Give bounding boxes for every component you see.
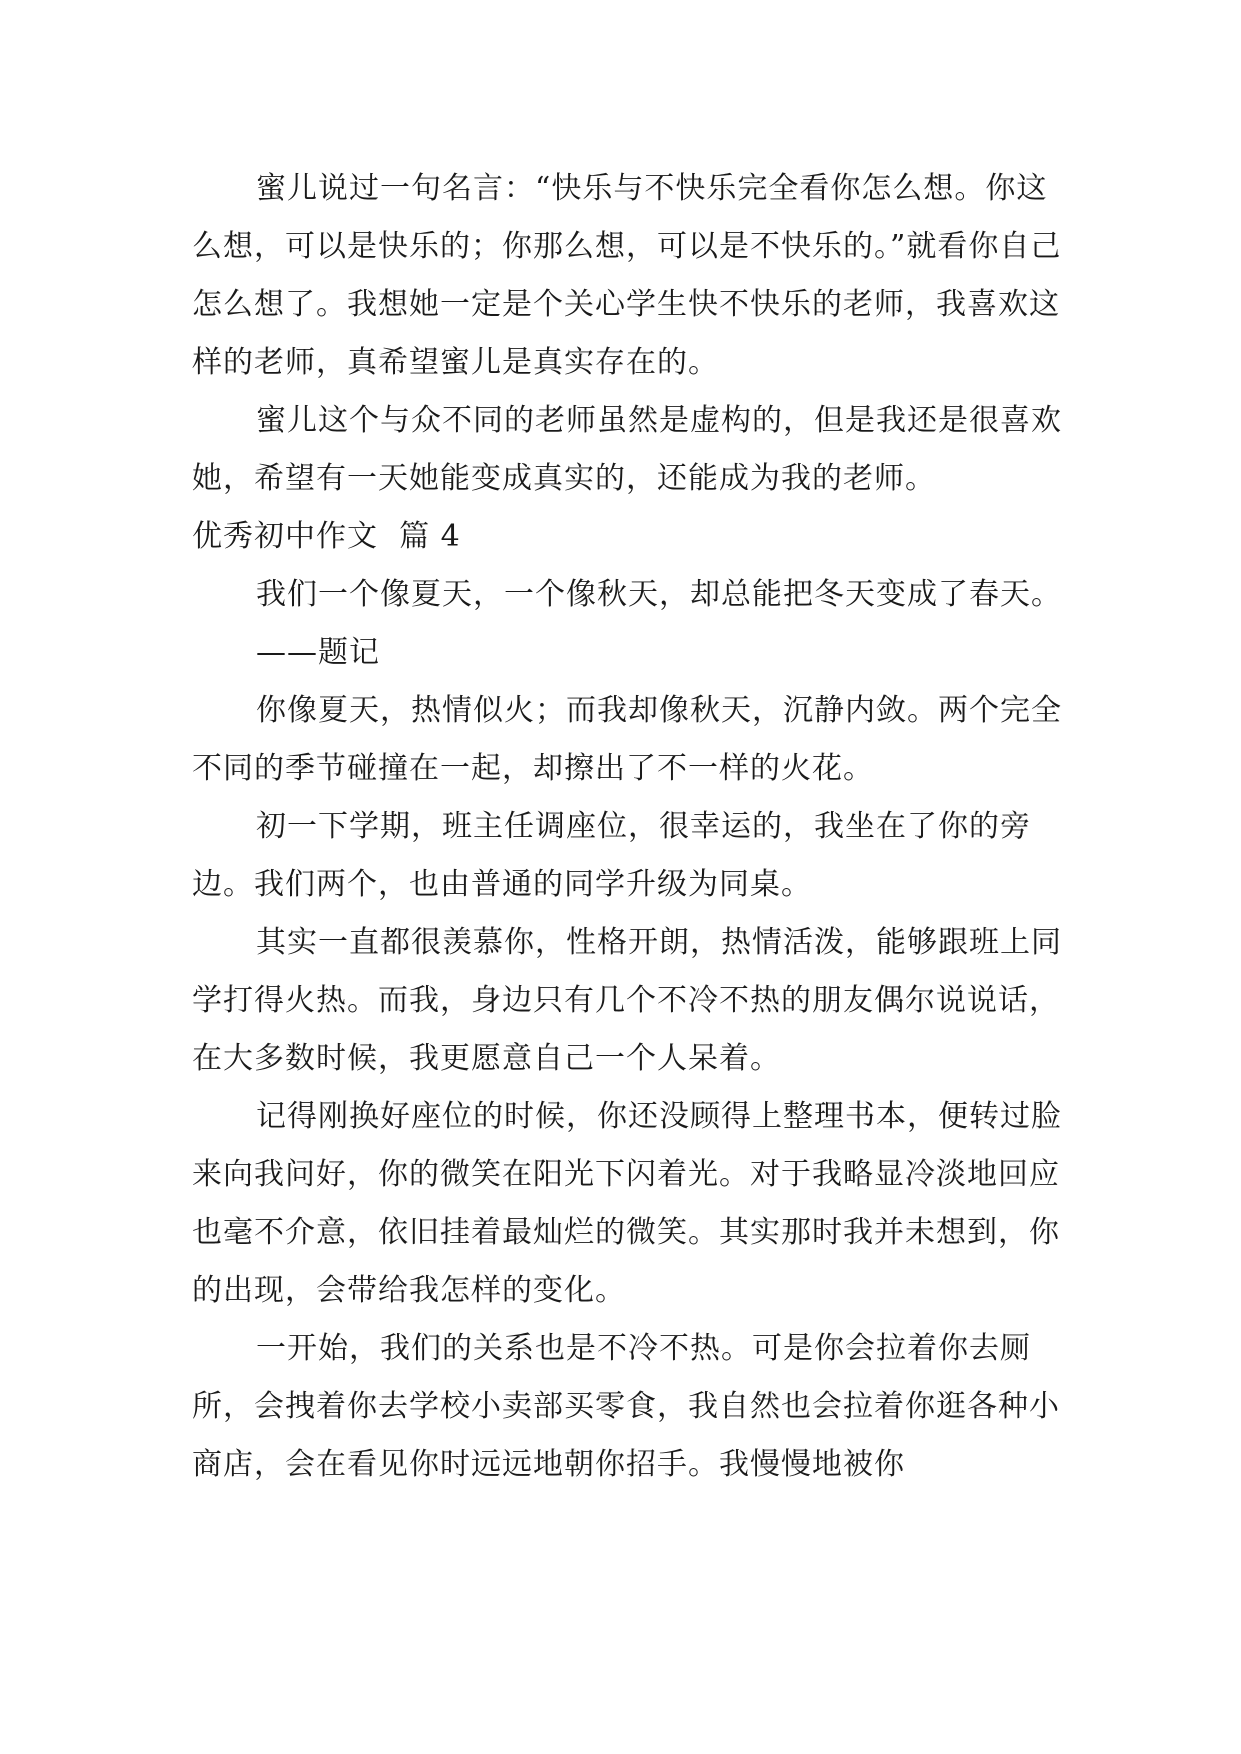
paragraph-seasons: 你像夏天，热情似火；而我却像秋天，沉静内敛。两个完全不同的季节碰撞在一起，却擦出了不一样的火花。: [192, 693, 1062, 786]
document-body: [192, 160, 1062, 1494]
paragraph-friendship: 一开始，我们的关系也是不冷不热。可是你会拉着你去厕所，会拽着你去学校小卖部买零食，我自然也会拉着你逛各种小商店，会在看见你时远远地朝你招手。我慢慢地被你: [192, 1331, 1060, 1482]
essay-heading: 优秀初中作文 篇 4: [192, 519, 461, 554]
paragraph-wish: 蜜儿这个与众不同的老师虽然是虚构的，但是我还是很喜欢她，希望有一天她能变成真实的，还能成为我的老师。: [192, 403, 1062, 496]
paragraph-epigraph: 我们一个像夏天，一个像秋天，却总能把冬天变成了春天。: [256, 577, 1062, 612]
paragraph-quote: 蜜儿说过一句名言：“快乐与不快乐完全看你怎么想。你这么想，可以是快乐的；你那么想，可以是不快乐的。”就看你自己怎么想了。我想她一定是个关心学生快不快乐的老师，我喜欢这样的老师，真希望蜜儿是真实存在的。: [192, 171, 1062, 380]
paragraph-first-greeting: 记得刚换好座位的时候，你还没顾得上整理书本，便转过脸来向我问好，你的微笑在阳光下闪着光。对于我略显冷淡地回应也毫不介意，依旧挂着最灿烂的微笑。其实那时我并未想到，你的出现，会带给我怎样的变化。: [192, 1099, 1062, 1308]
paragraph-epigraph-attribution: ——题记: [256, 635, 380, 670]
paragraph-seat-change: 初一下学期，班主任调座位，很幸运的，我坐在了你的旁边。我们两个，也由普通的同学升级为同桌。: [192, 809, 1031, 902]
paragraph-envy: 其实一直都很羡慕你，性格开朗，热情活泼，能够跟班上同学打得火热。而我，身边只有几个不冷不热的朋友偶尔说说话，在大多数时候，我更愿意自己一个人呆着。: [192, 925, 1062, 1076]
